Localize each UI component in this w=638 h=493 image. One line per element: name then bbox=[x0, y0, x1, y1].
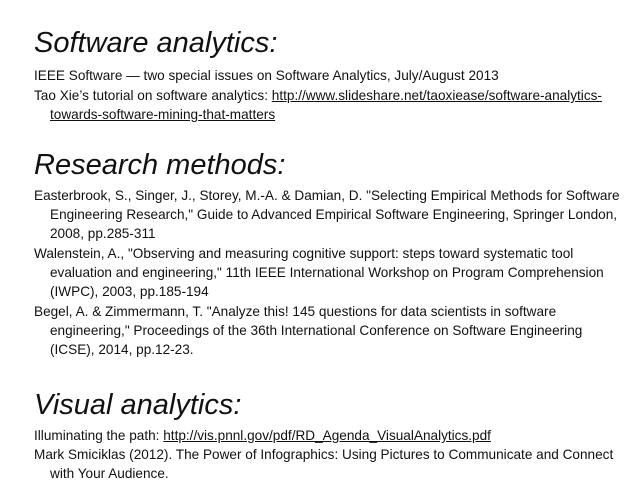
walenstein-reference: Walenstein, A., "Observing and measuring cognitive support: steps toward systematic tool evaluation and engineering," 11th IEEE International Workshop on Program Comprehension (IWPC), 2003, pp.185-194 bbox=[34, 246, 604, 299]
tao-xie-tutorial-entry bbox=[34, 86, 630, 124]
illuminating-path-entry bbox=[34, 426, 630, 445]
illuminating-path-prefix: Illuminating the path: bbox=[34, 428, 164, 443]
visual-analytics-heading: Visual analytics: bbox=[34, 389, 242, 421]
slideshare-link[interactable]: http://www.slideshare.net/taoxiease/software-analytics-towards-software-mining-that-matters bbox=[50, 88, 602, 122]
software-analytics-heading: Software analytics: bbox=[34, 27, 278, 59]
pnnl-pdf-link[interactable]: http://vis.pnnl.gov/pdf/RD_Agenda_VisualAnalytics.pdf bbox=[163, 428, 491, 443]
easterbrook-reference: Easterbrook, S., Singer, J., Storey, M.-A. & Damian, D. "Selecting Empirical Methods for Software Engineering Research," Guide to Advanced Empirical Software Engineering, Springer London, 2008, pp.285-311 bbox=[34, 188, 620, 241]
research-methods-heading: Research methods: bbox=[34, 149, 286, 181]
ieee-software-entry: IEEE Software — two special issues on Software Analytics, July/August 2013 bbox=[34, 68, 499, 83]
begel-reference: Begel, A. & Zimmermann, T. "Analyze this! 145 questions for data scientists in software engineering," Proceedings of the 36th International Conference on Software Engineering (ICSE), 2014, pp.12-23. bbox=[34, 304, 583, 357]
smiciklas-reference: Mark Smiciklas (2012). The Power of Infographics: Using Pictures to Communicate and Connect with Your Audience. bbox=[34, 447, 614, 481]
tao-xie-tutorial-prefix: Tao Xie’s tutorial on software analytics: bbox=[34, 88, 272, 103]
